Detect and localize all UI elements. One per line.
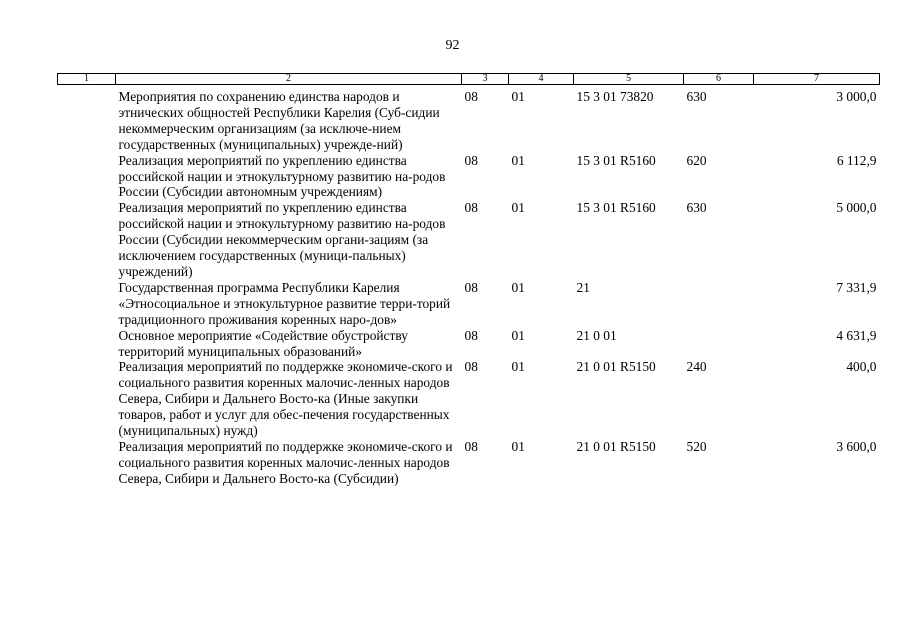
expense-name: Государственная программа Республики Карелия «Этносоциальное и этнокультурное развитие терри-торий традиционного проживания коренных наро-дов»: [118, 279, 451, 327]
header-col-5: 5: [574, 74, 684, 85]
target-article-code: 21 0 01: [576, 327, 617, 343]
row-number: [58, 280, 116, 328]
row-number: [58, 85, 116, 153]
subsection-code: 01: [511, 89, 525, 104]
table-row: [58, 359, 880, 439]
header-col-3: 3: [462, 74, 509, 85]
budget-table: [57, 73, 880, 487]
header-col-1: 1: [58, 74, 116, 85]
section-code: 08: [464, 89, 478, 104]
amount: 5 000,0: [836, 200, 877, 216]
table-row: [58, 200, 880, 280]
row-number: [58, 439, 116, 487]
expense-name: Реализация мероприятий по укреплению единства российской нации и этнокультурному развитию на-родов России (Субсидии автономным учреждениям): [118, 152, 446, 200]
subsection-code: 01: [511, 438, 525, 454]
expense-name: Реализация мероприятий по поддержке экономиче-ского и социального развития коренных малочис-ленных народов Севера, Сибири и Дальнего Восто-ка (Иные закупки товаров, работ и услуг для обес-печения государственных (муниципальных) нужд): [118, 359, 453, 439]
header-col-7: 7: [754, 74, 880, 85]
row-number: [58, 200, 116, 280]
subsection-code: 01: [511, 200, 525, 216]
page-number: 92: [445, 38, 460, 53]
amount: 400,0: [846, 359, 877, 375]
section-code: 08: [464, 152, 478, 168]
header-col-6: 6: [684, 74, 754, 85]
expense-type-code: 620: [686, 152, 707, 168]
header-row: [58, 74, 880, 85]
target-article-code: 15 3 01 73820: [576, 89, 654, 104]
table-row: [58, 328, 880, 360]
row-number: [58, 153, 116, 201]
expense-type-code: 240: [686, 359, 707, 375]
amount: 3 600,0: [836, 438, 877, 454]
expense-type-code: [684, 280, 754, 328]
table-body: [58, 85, 880, 487]
target-article-code: 21 0 01 R5150: [576, 438, 656, 454]
table-row: [58, 153, 880, 201]
row-number: [58, 328, 116, 360]
expense-name: Реализация мероприятий по укреплению единства российской нации и этнокультурному развитию на-родов России (Субсидии некоммерческим органи-зациям (за исключением государственных (муници-пальных) учреждений): [118, 200, 446, 279]
subsection-code: 01: [511, 327, 525, 343]
expense-name: Мероприятия по сохранению единства народов и этнических общностей Республики Карелия (Суб-сидии некоммерческим организациям (за исключе-нием государственных (муниципальных) учрежде-ний): [118, 89, 440, 152]
target-article-code: 21: [576, 279, 590, 295]
amount: 6 112,9: [836, 152, 877, 168]
subsection-code: 01: [511, 279, 525, 295]
table-row: [58, 85, 880, 153]
section-code: 08: [464, 359, 478, 375]
header-col-4: 4: [509, 74, 574, 85]
amount: 4 631,9: [836, 327, 877, 343]
row-number: [58, 359, 116, 439]
expense-type-code: 630: [686, 200, 707, 216]
expense-name: Основное мероприятие «Содействие обустройству территорий муниципальных образований»: [118, 327, 408, 359]
section-code: 08: [464, 200, 478, 216]
subsection-code: 01: [511, 152, 525, 168]
expense-name: Реализация мероприятий по поддержке экономиче-ского и социального развития коренных малочис-ленных народов Севера, Сибири и Дальнего Восто-ка (Субсидии): [118, 438, 453, 486]
section-code: 08: [464, 279, 478, 295]
section-code: 08: [464, 438, 478, 454]
header-col-2: 2: [116, 74, 462, 85]
expense-type-code: 630: [686, 89, 707, 104]
subsection-code: 01: [511, 359, 525, 375]
expense-type-code: [684, 328, 754, 360]
table-row: [58, 280, 880, 328]
table-row: [58, 439, 880, 487]
target-article-code: 21 0 01 R5150: [576, 359, 656, 375]
target-article-code: 15 3 01 R5160: [576, 200, 656, 216]
expense-type-code: 520: [686, 438, 707, 454]
section-code: 08: [464, 327, 478, 343]
table-header: [58, 74, 880, 85]
amount: 7 331,9: [836, 279, 877, 295]
target-article-code: 15 3 01 R5160: [576, 152, 656, 168]
amount: 3 000,0: [836, 89, 877, 104]
